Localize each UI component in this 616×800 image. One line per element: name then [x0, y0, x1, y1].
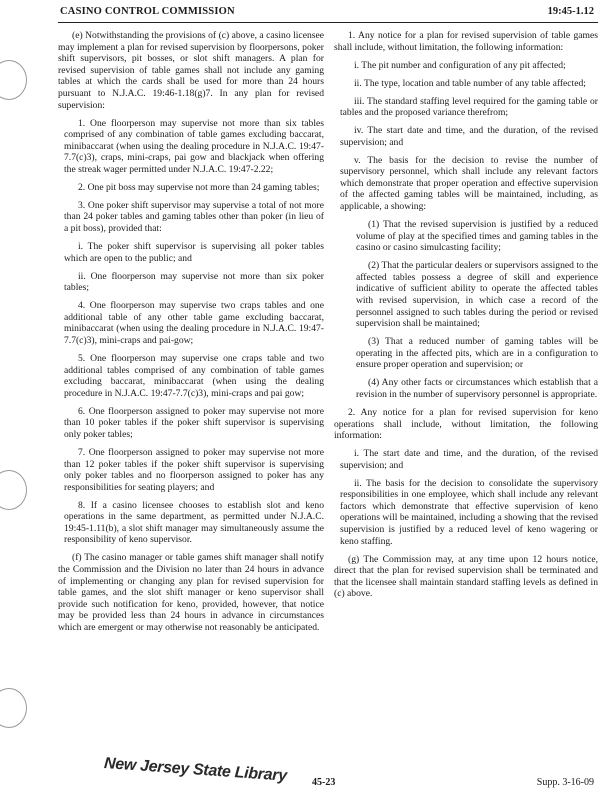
- paragraph: (1) That the revised supervision is justified by a reduced volume of play at the specified times and gaming tables in the casino or casino simulcasting facility;: [356, 219, 598, 254]
- paragraph: (e) Notwithstanding the provisions of (c) above, a casino licensee may implement a plan for revised supervision by floorpersons, poker shift supervisors, pit bosses, or slot shift managers. A plan for revised supervision of table games shall not include any gaming tables at which the cards shall be used for more than 24 hours pursuant to N.J.A.C. 19:46-1.18(g)7. In any plan for revised supervision:: [58, 30, 324, 111]
- paragraph: 2. Any notice for a plan for revised supervision for keno operations shall include, without limitation, the following information:: [334, 406, 598, 442]
- paragraph: 7. One floorperson assigned to poker may supervise not more than 12 poker tables if the poker shift supervisor is supervising only poker tables and no floorperson assigned to poker has any responsibilities for seating players; and: [64, 446, 324, 493]
- paragraph: ii. The type, location and table number of any table affected;: [354, 77, 586, 89]
- punch-hole: [0, 470, 27, 510]
- library-stamp: New Jersey State Library: [103, 755, 288, 785]
- paragraph: 4. One floorperson may supervise two craps tables and one additional table of any other table game excluding baccarat, minibaccarat (when using the dealing procedure in N.J.A.C. 19:47-7.7(c)3), mini-craps and pai-gow;: [64, 300, 324, 346]
- paragraph: iv. The start date and time, and the duration, of the revised supervision; and: [340, 125, 598, 148]
- paragraph: 6. One floorperson assigned to poker may supervise not more than 10 poker tables if the poker shift supervisor is supervising only poker tables;: [64, 405, 324, 440]
- paragraph: i. The poker shift supervisor is supervising all poker tables which are open to the public; and: [64, 241, 324, 264]
- paragraph: ii. One floorperson may supervise not more than six poker tables;: [64, 270, 324, 294]
- paragraph: i. The start date and time, and the duration, of the revised supervision; and: [340, 448, 598, 471]
- header-rule: [58, 22, 598, 23]
- paragraph: (2) That the particular dealers or supervisors assigned to the affected tables possess a degree of skill and experience indicative of sufficient ability to operate the affected tables with revised supervision, in which case a record of the personnel assigned to such tables during the period or revised supervision shall be maintained;: [356, 260, 598, 330]
- running-header-title: CASINO CONTROL COMMISSION: [60, 6, 235, 17]
- paragraph: (g) The Commission may, at any time upon 12 hours notice, direct that the plan for revised supervision shall be terminated and that the licensee shall maintain standard staffing levels as defined in (c) above.: [334, 553, 598, 600]
- paragraph: 1. Any notice for a plan for revised supervision of table games shall include, without limitation, the following information:: [334, 30, 598, 53]
- page-number: 45-23: [312, 777, 336, 788]
- paragraph: (3) That a reduced number of gaming tables will be operating in the affected pits, which are in a configuration to ensure proper operation and supervision; or: [356, 336, 598, 371]
- punch-hole: [0, 60, 27, 100]
- paragraph: 1. One floorperson may supervise not more than six tables comprised of any combination of table games excluding baccarat, minibaccarat (when using the dealing procedure in N.J.A.C. 19:47-7.7(c)3), craps, mini-craps, pai gow and blackjack when offering the streak wager permitted under N.J.A.C. 19:47-2.22;: [64, 117, 324, 175]
- paragraph: v. The basis for the decision to revise the number of supervisory personnel, which shall include any relevant factors which demonstrate that proper operation and effective supervision of the affected gaming tables will be maintained, including, as applicable, a showing:: [340, 154, 598, 213]
- paragraph: ii. The basis for the decision to consolidate the supervisory responsibilities in one employee, which shall include any relevant factors which demonstrate that effective supervision of keno operations will be maintained, including a showing that the revised supervision is justified by a reduced level of keno wagering or keno staffing.: [340, 477, 598, 547]
- paragraph: i. The pit number and configuration of any pit affected;: [354, 59, 566, 71]
- paragraph: 8. If a casino licensee chooses to establish slot and keno operations in the same department, as permitted under N.J.A.C. 19:45-1.11(b), a slot shift manager may simultaneously assume the responsibility of keno supervisor.: [64, 499, 324, 546]
- punch-hole: [0, 688, 27, 728]
- paragraph: (f) The casino manager or table games shift manager shall notify the Commission and the Division no later than 24 hours in advance of implementing or changing any plan for revised supervision for table games, and the slot shift manager or keno supervisor shall provide such notification for keno, provided, however, that notice may be provided less than 24 hours in advance in circumstances which are emergent or may otherwise not reasonably be anticipated.: [58, 552, 324, 634]
- left-column: [58, 30, 324, 640]
- paragraph: 2. One pit boss may supervise not more than 24 gaming tables;: [78, 181, 320, 193]
- paragraph: (4) Any other facts or circumstances which establish that a revision in the number of supervisory personnel is appropriate.: [356, 377, 598, 400]
- supplement-date: Supp. 3-16-09: [536, 777, 594, 788]
- paragraph: 5. One floorperson may supervise one craps table and two additional tables comprised of any combination of table games excluding baccarat, minibaccarat (when using the dealing procedure in N.J.A.C. 19:47-7.7(c)3), mini-craps and pai gow;: [64, 352, 324, 399]
- paragraph: iii. The standard staffing level required for the gaming table or tables and the proposed variance therefrom;: [340, 95, 598, 119]
- running-header-section: 19:45-1.12: [547, 6, 594, 17]
- right-column: [334, 30, 598, 606]
- paragraph: 3. One poker shift supervisor may supervise a total of not more than 24 poker tables and gaming tables other than poker (in lieu of a pit boss), provided that:: [64, 199, 324, 235]
